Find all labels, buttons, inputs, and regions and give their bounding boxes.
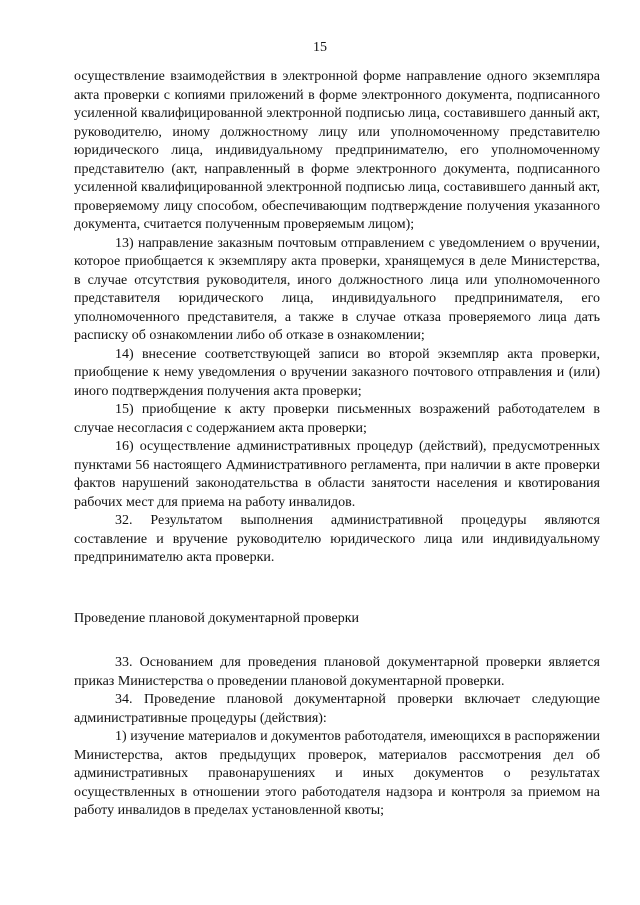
page-number: 15 <box>313 40 327 55</box>
paragraph-continuation: осуществление взаимодействия в электронной форме направление одного экземпляра акта проверки с копиями приложений в форме электронного документа, подписанного усиленной квалифицированной электронной подписью лица, составившего данный акт, руководителю, иному должностному лицу или уполномоченному представителю юридического лица, индивидуальному предпринимателю, его уполномоченному представителю (акт, направленный в форме электронного документа, подписанного усиленной квалифицированной электронной подписью лица, составившего данный акт, проверяемому лицу способом, обеспечивающим подтверждение получения указанного документа, считается полученным проверяемым лицом); <box>74 69 600 232</box>
paragraph-32: 32. Результатом выполнения административной процедуры являются составление и вручение руководителю юридического лица или индивидуальному предпринимателю акта проверки. <box>74 513 600 565</box>
paragraph-item-1: 1) изучение материалов и документов работодателя, имеющихся в распоряжении Министерства, актов предыдущих проверок, материалов рассмотрения дел об административных правонарушениях и иных документов о результатах осуществленных в отношении этого работодателя надзора и контроля за приемом на работу инвалидов в пределах установленной квоты; <box>74 729 600 818</box>
section-heading: Проведение плановой документарной проверки <box>74 610 360 626</box>
paragraph-item-16: 16) осуществление административных процедур (действий), предусмотренных пунктами 56 настоящего Административного регламента, при наличии в акте проверки фактов нарушений законодательства в области занятости населения и квотирования рабочих мест для приема на работу инвалидов. <box>74 439 600 510</box>
paragraph-item-15: 15) приобщение к акту проверки письменных возражений работодателем в случае несогласия с содержанием акта проверки; <box>74 402 600 436</box>
paragraph-item-14: 14) внесение соответствующей записи во второй экземпляр акта проверки, приобщение к нему уведомления о вручении заказного почтового отправления и (или) иного подтверждения получения акта проверки; <box>74 346 600 399</box>
paragraph-item-13: 13) направление заказным почтовым отправлением с уведомлением о вручении, которое приобщается к экземпляру акта проверки, хранящемуся в деле Министерства, в случае отсутствия руководителя, иного должностного лица или уполномоченного представителя юридического лица, индивидуального предпринимателя, его уполномоченного представителя, а также в случае отказа проверяемого лица дать расписку об ознакомлении либо об отказе в ознакомлении; <box>74 235 600 343</box>
paragraph-33: 33. Основанием для проведения плановой документарной проверки является приказ Министерства о проведении плановой документарной проверки. <box>74 655 600 689</box>
paragraph-34: 34. Проведение плановой документарной проверки включает следующие административные процедуры (действия): <box>74 692 600 726</box>
document-body <box>74 68 600 821</box>
